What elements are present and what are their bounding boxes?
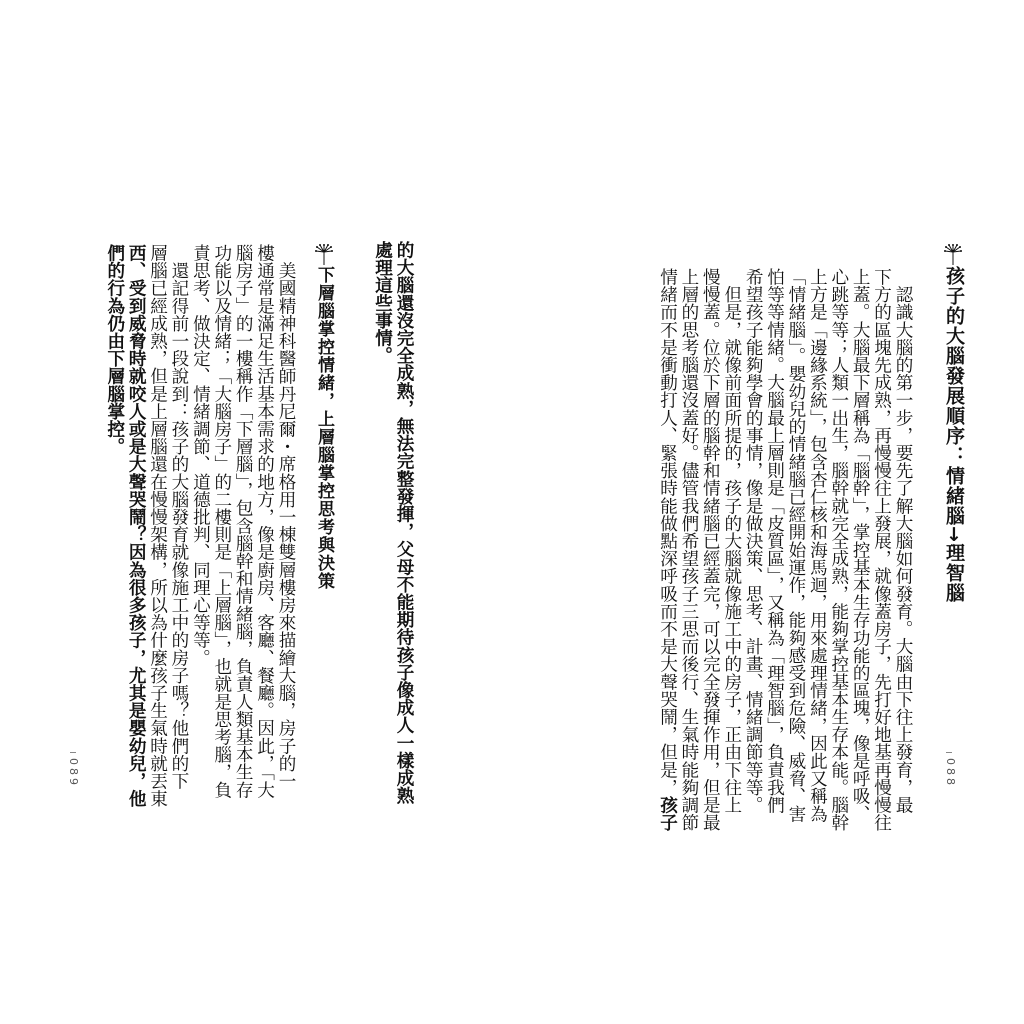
section-heading: 孩子的大腦發展順序：情緒腦→理智腦 [943,266,965,603]
text-line: 樓通常是滿足生活基本需求的地方，像是廚房、客廳、餐廳。因此，「大 [254,244,275,799]
text-line: 美國精神科醫師丹尼爾・席格用一棟雙層樓房來描繪大腦，房子的一 [276,244,296,790]
bold-text-line: 西、受到威脅時就咬人或是大聲哭鬧？因為很多孩子，尤其是嬰幼兒，他 [126,244,147,808]
bold-continuation [370,241,414,805]
text-line: 腦房子」的一樓稱作「下層腦」，包含腦幹和情緒腦，負責人類基本生存 [233,244,254,799]
text-line: 心跳等等；人類一出生，腦幹就完全成熟，能夠掌控基本生存本能。腦幹 [828,268,849,832]
text-line: 「情緒腦」。嬰幼兒的情緒腦已經開始運作，能夠感受到危險、威脅、害 [785,268,806,823]
text-line: 上層的思考腦還沒蓋好。儘管我們希望孩子三思而後行、生氣時能夠調節 [678,268,699,832]
text-line: 情緒而不是衝動打人、緊張時能做點深呼吸而不是大聲哭鬧，但是，孩子 [657,268,678,832]
text-line: 層腦已經成熟，但是上層腦還在慢慢架構，所以為什麼孩子生氣時就丟東 [147,244,168,808]
text-line: 功能以及情緒；「大腦房子」的二樓則是「上層腦」，也就是思考腦，負 [211,244,232,799]
text-line: 希望孩子能夠學會的事情，像是做決策、思考、計畫、情緒調節等等。 [743,268,764,814]
dandelion-icon [942,244,964,266]
right-page [512,0,1024,1024]
text-line: 還記得前一段說到：孩子的大腦發育就像施工中的房子嗎？他們的下 [168,244,189,790]
text-line: 怕等等情緒。大腦最上層則是「皮質區」，又稱為「理智腦」，負責我們 [764,268,785,814]
page-number: 089 [67,758,80,788]
section-heading: 下層腦掌控情緒，上層腦掌控思考與決策 [314,266,334,590]
text-line: 認識大腦的第一步，要先了解大腦如何發育。大腦由下往上發育，最 [893,268,913,814]
page-number: 088 [944,758,957,788]
bold-text-line: 的大腦還沒完全成熟，無法完整發揮，父母不能期待孩子像成人一樣成熟 [394,241,414,805]
bold-text: 孩子 [657,796,678,832]
text-line: 上方是「邊緣系統」，包含杏仁核和海馬迴，用來處理情緒，因此又稱為 [807,268,828,823]
text-line: 下方的區塊先成熟，再慢慢往上發展，就像蓋房子，先打好地基再慢慢往 [871,268,892,832]
page-number-rule [70,752,76,753]
page-number-rule [946,752,952,753]
text-line: 責思考、做決定、情緒調節、道德批判、同理心等等。 [190,244,211,667]
text-line: 上蓋。大腦最下層稱為「腦幹」，掌控基本生存功能的區塊，像是呼吸、 [850,268,871,823]
dandelion-icon [313,244,335,266]
text-line: 但是，就像前面所提的，孩子的大腦就像施工中的房子，正由下往上 [721,268,742,814]
body-text-right [613,268,913,832]
bold-text-line: 處理這些事情。 [372,241,393,365]
bold-text-line: 們的行為仍由下層腦掌控。 [104,244,125,456]
text-line: 慢慢蓋。位於下層的腦幹和情緒腦已經蓋完，可以完全發揮作用，但是最 [700,268,721,832]
